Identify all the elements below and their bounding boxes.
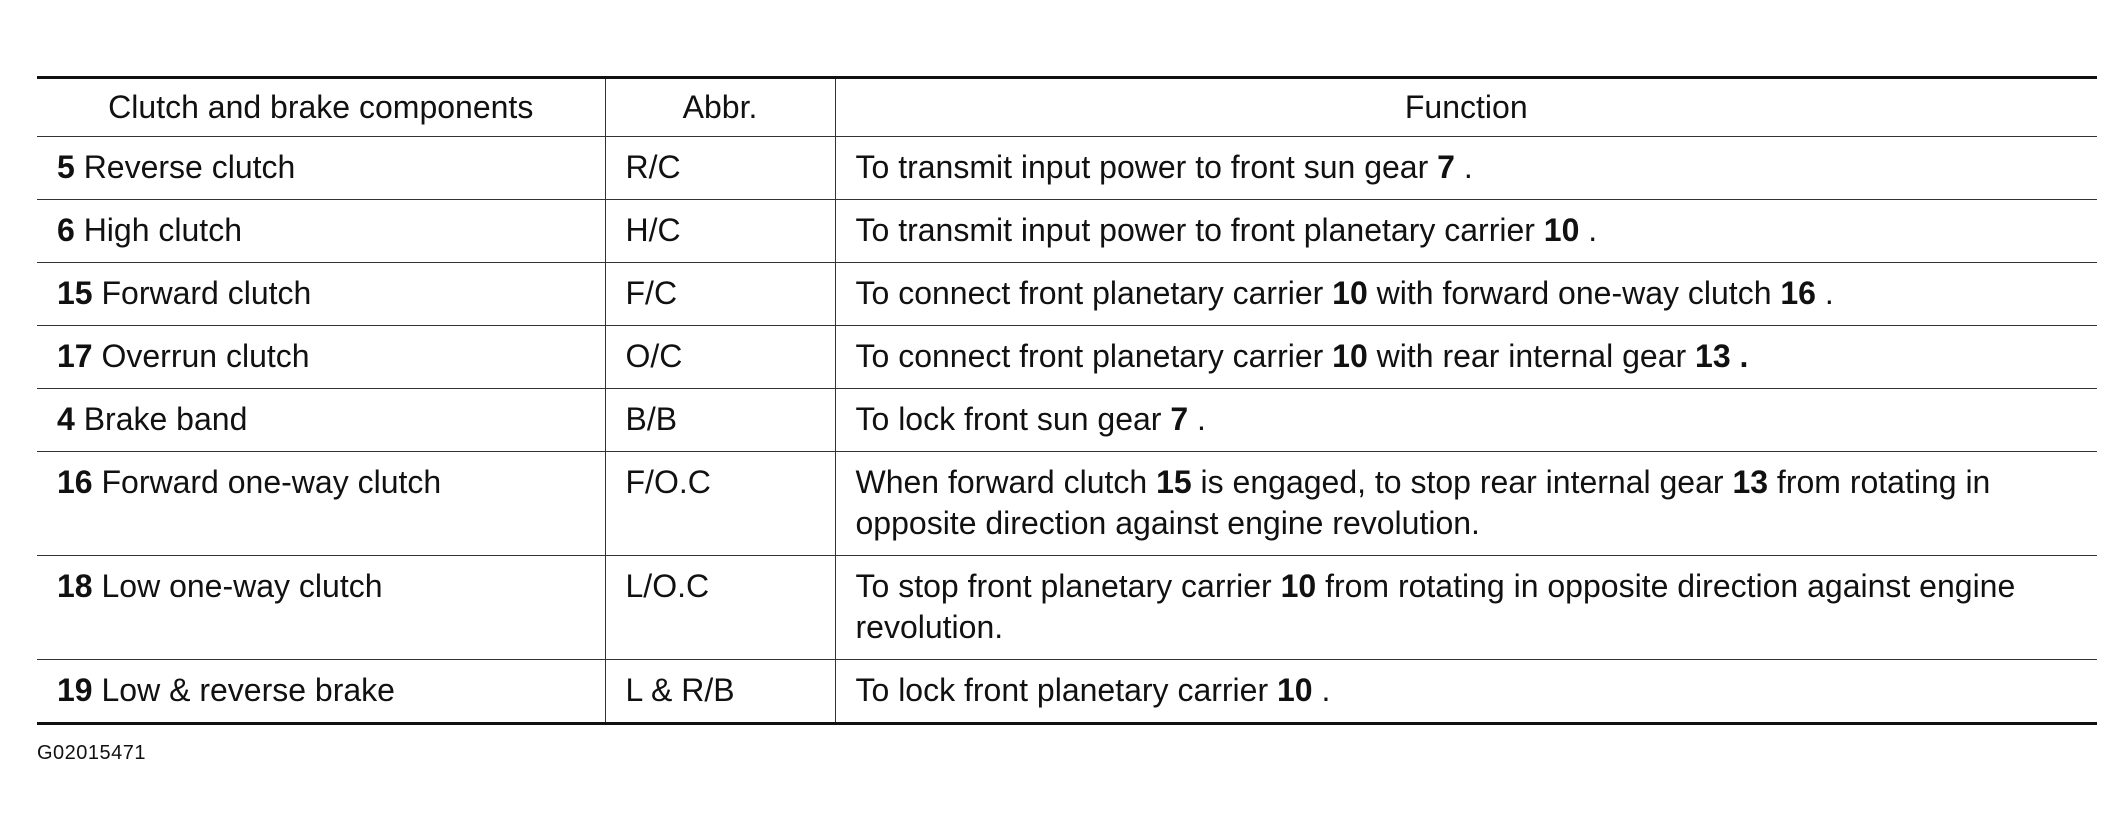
function-ref-number: . (1730, 338, 1749, 374)
figure-id: G02015471 (37, 742, 147, 764)
function-ref-number: 15 (1156, 464, 1192, 500)
component-cell (37, 326, 605, 389)
abbr-cell: F/O.C (605, 452, 835, 556)
function-cell (835, 263, 2097, 326)
function-ref-number: 10 (1543, 212, 1580, 248)
component-number: 15 (57, 275, 93, 311)
function-cell (835, 326, 2097, 389)
abbr-cell: R/C (605, 137, 835, 200)
abbr-cell: F/C (605, 263, 835, 326)
component-cell (37, 660, 605, 724)
function-ref-number: 10 (1332, 338, 1368, 374)
function-text: from rotating in opposite direction against engine revolution. (855, 568, 2016, 645)
table-row (37, 263, 2097, 326)
component-number: 5 (57, 149, 75, 185)
header-components: Clutch and brake components (37, 78, 605, 137)
function-text: To stop front planetary carrier (855, 568, 1281, 604)
abbr-cell: H/C (605, 200, 835, 263)
table-row (37, 452, 2097, 556)
component-name: Forward clutch (101, 275, 312, 311)
function-ref-number: 10 (1332, 275, 1368, 311)
function-cell (835, 660, 2097, 724)
function-cell (835, 137, 2097, 200)
table-row (37, 326, 2097, 389)
function-text: . (1188, 401, 1206, 437)
component-cell (37, 263, 605, 326)
component-name: High clutch (83, 212, 242, 248)
function-ref-number: 16 (1780, 275, 1816, 311)
function-text: is engaged, to stop rear internal gear (1191, 464, 1733, 500)
component-cell (37, 389, 605, 452)
component-number: 19 (57, 672, 93, 708)
component-name: Forward one-way clutch (101, 464, 442, 500)
component-name: Brake band (83, 401, 248, 437)
component-name: Overrun clutch (101, 338, 310, 374)
component-number: 18 (57, 568, 93, 604)
function-ref-number: 7 (1170, 401, 1189, 437)
function-ref-number: 10 (1280, 568, 1317, 604)
table-row (37, 556, 2097, 660)
table-row (37, 137, 2097, 200)
function-text: from rotating in opposite direction against engine revolution. (855, 464, 1991, 541)
function-cell (835, 389, 2097, 452)
function-cell (835, 452, 2097, 556)
component-cell (37, 452, 605, 556)
function-text: To transmit input power to front planetary carrier (855, 212, 1544, 248)
component-name: Reverse clutch (83, 149, 296, 185)
function-ref-number: 7 (1437, 149, 1455, 185)
function-ref-number: 13 (1695, 338, 1731, 374)
function-text: with forward one-way clutch (1367, 275, 1781, 311)
abbr-cell: O/C (605, 326, 835, 389)
components-table-container (37, 76, 2097, 725)
component-number: 4 (57, 401, 75, 437)
component-cell (37, 200, 605, 263)
function-text: . (1815, 275, 1834, 311)
table-row (37, 389, 2097, 452)
table-body (37, 137, 2097, 724)
table-row (37, 660, 2097, 724)
header-abbr: Abbr. (605, 78, 835, 137)
component-cell (37, 556, 605, 660)
function-text: When forward clutch (855, 464, 1157, 500)
component-name: Low one-way clutch (101, 568, 383, 604)
component-number: 6 (57, 212, 75, 248)
function-text: To transmit input power to front sun gear (855, 149, 1438, 185)
component-name: Low & reverse brake (101, 672, 395, 708)
function-cell (835, 556, 2097, 660)
abbr-cell: L & R/B (605, 660, 835, 724)
function-text: . (1312, 672, 1331, 708)
header-row (37, 78, 2097, 137)
function-text: To connect front planetary carrier (855, 275, 1333, 311)
function-text: with rear internal gear (1367, 338, 1696, 374)
component-cell (37, 137, 605, 200)
abbr-cell: L/O.C (605, 556, 835, 660)
function-text: To lock front planetary carrier (855, 672, 1277, 708)
table-header (37, 78, 2097, 137)
header-function: Function (835, 78, 2097, 137)
function-text: To lock front sun gear (855, 401, 1171, 437)
function-text: To connect front planetary carrier (855, 338, 1333, 374)
abbr-cell: B/B (605, 389, 835, 452)
function-cell (835, 200, 2097, 263)
function-ref-number: 13 (1732, 464, 1769, 500)
clutch-brake-components-table (37, 76, 2097, 725)
function-text: . (1454, 149, 1473, 185)
component-number: 16 (57, 464, 93, 500)
table-row (37, 200, 2097, 263)
function-ref-number: 10 (1277, 672, 1313, 708)
function-text: . (1579, 212, 1598, 248)
component-number: 17 (57, 338, 93, 374)
